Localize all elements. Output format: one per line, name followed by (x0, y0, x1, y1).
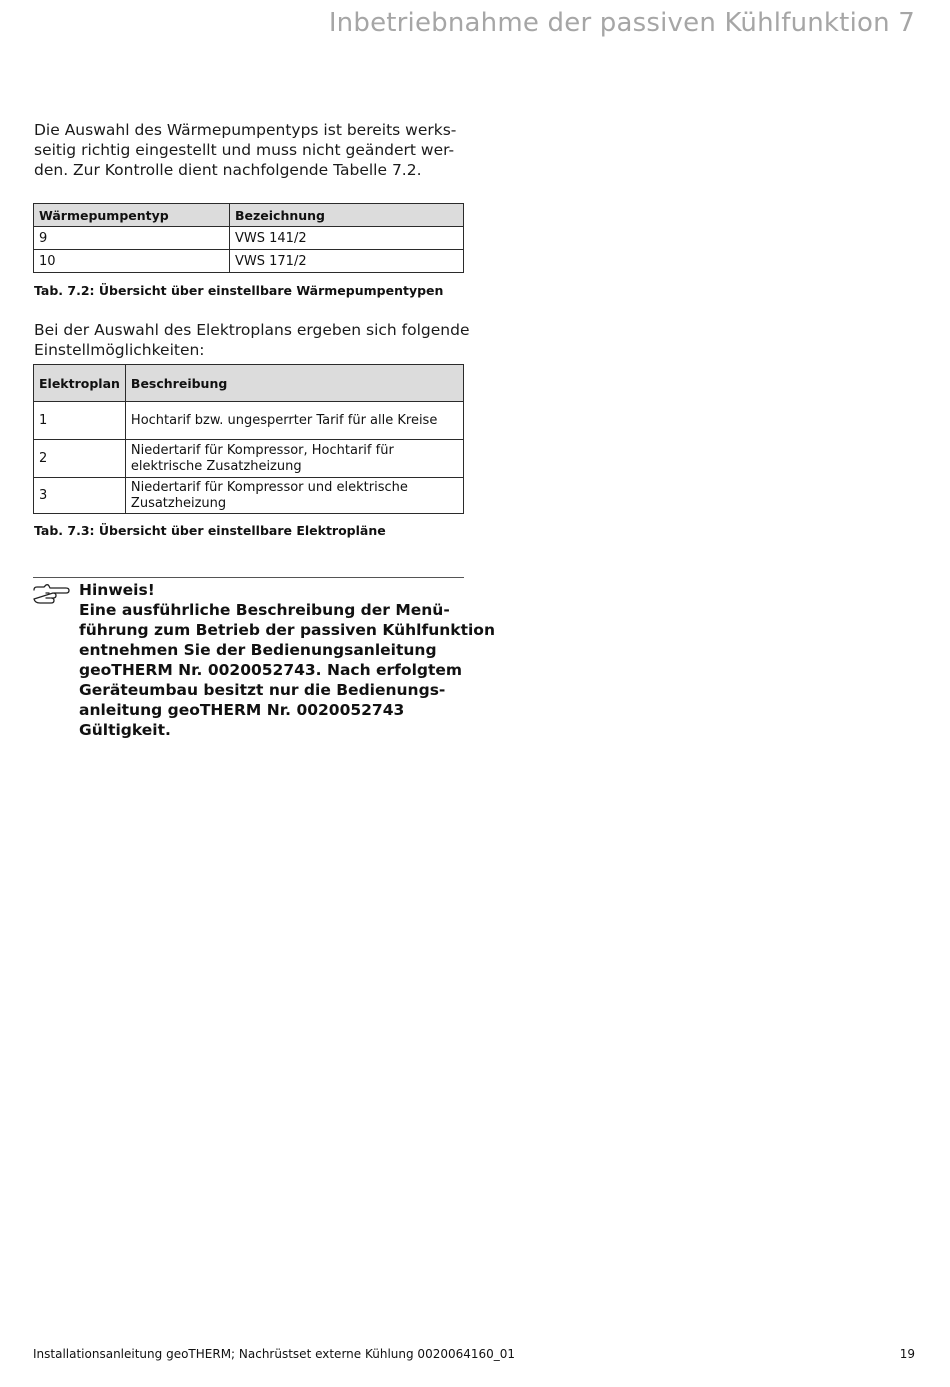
table-cell: 9 (34, 227, 230, 250)
table-row (34, 440, 464, 478)
note-box (79, 580, 495, 740)
note-line: Geräteumbau besitzt nur die Bedienungs- (79, 681, 446, 699)
note-title: Hinweis! (79, 581, 155, 599)
table-caption: Tab. 7.3: Übersicht über einstellbare Elektropläne (34, 523, 386, 538)
cell-line: Niedertarif für Kompressor, Hochtarif für (130, 442, 394, 458)
note-line: anleitung geoTHERM Nr. 0020052743 (79, 701, 405, 719)
table-cell: 3 (34, 478, 126, 514)
intro-line: seitig richtig eingestellt und muss nicht geändert wer- (34, 141, 455, 159)
table-cell (125, 440, 463, 478)
electrical-plan-table (33, 364, 464, 514)
table-cell: 1 (34, 402, 126, 440)
table-cell: VWS 171/2 (230, 250, 464, 273)
note-divider (33, 577, 464, 578)
table-cell: 2 (34, 440, 126, 478)
column-header: Wärmepumpentyp (34, 204, 230, 227)
table-row (34, 250, 464, 273)
intro-line: den. Zur Kontrolle dient nachfolgende Tabelle 7.2. (34, 161, 422, 179)
page-number: 19 (899, 1347, 915, 1361)
table-cell: Hochtarif bzw. ungesperrter Tarif für alle Kreise (125, 402, 463, 440)
note-line: geoTHERM Nr. 0020052743. Nach erfolgtem (79, 661, 463, 679)
footer-text: Installationsanleitung geoTHERM; Nachrüstset externe Kühlung 0020064160_01 (33, 1347, 516, 1361)
column-header: Bezeichnung (230, 204, 464, 227)
cell-line: Niedertarif für Kompressor und elektrische (130, 479, 408, 495)
paragraph-line: Einstellmöglichkeiten: (34, 341, 205, 359)
table-row (34, 402, 464, 440)
heat-pump-type-table (33, 203, 464, 273)
page-header-title: Inbetriebnahme der passiven Kühlfunktion 7 (328, 8, 915, 38)
table-header-row (34, 204, 464, 227)
table-cell: VWS 141/2 (230, 227, 464, 250)
table-caption: Tab. 7.2: Übersicht über einstellbare Wärmepumpentypen (34, 283, 444, 298)
pointing-hand-icon (32, 583, 70, 609)
note-line: Eine ausführliche Beschreibung der Menü- (79, 601, 450, 619)
table-row (34, 478, 464, 514)
note-line: entnehmen Sie der Bedienungsanleitung (79, 641, 437, 659)
cell-line: elektrische Zusatzheizung (130, 458, 302, 474)
intro-line: Die Auswahl des Wärmepumpentyps ist bereits werks- (34, 121, 457, 139)
cell-line: Zusatzheizung (130, 495, 227, 511)
intro-paragraph (34, 120, 459, 180)
paragraph (34, 320, 470, 360)
table-cell: 10 (34, 250, 230, 273)
note-line: führung zum Betrieb der passiven Kühlfunktion (79, 621, 495, 639)
table-cell (125, 478, 463, 514)
note-line: Gültigkeit. (79, 721, 171, 739)
table-row (34, 227, 464, 250)
table-header-row (34, 365, 464, 402)
column-header: Beschreibung (125, 365, 463, 402)
column-header: Elektroplan (34, 365, 126, 402)
paragraph-line: Bei der Auswahl des Elektroplans ergeben sich folgende (34, 321, 470, 339)
